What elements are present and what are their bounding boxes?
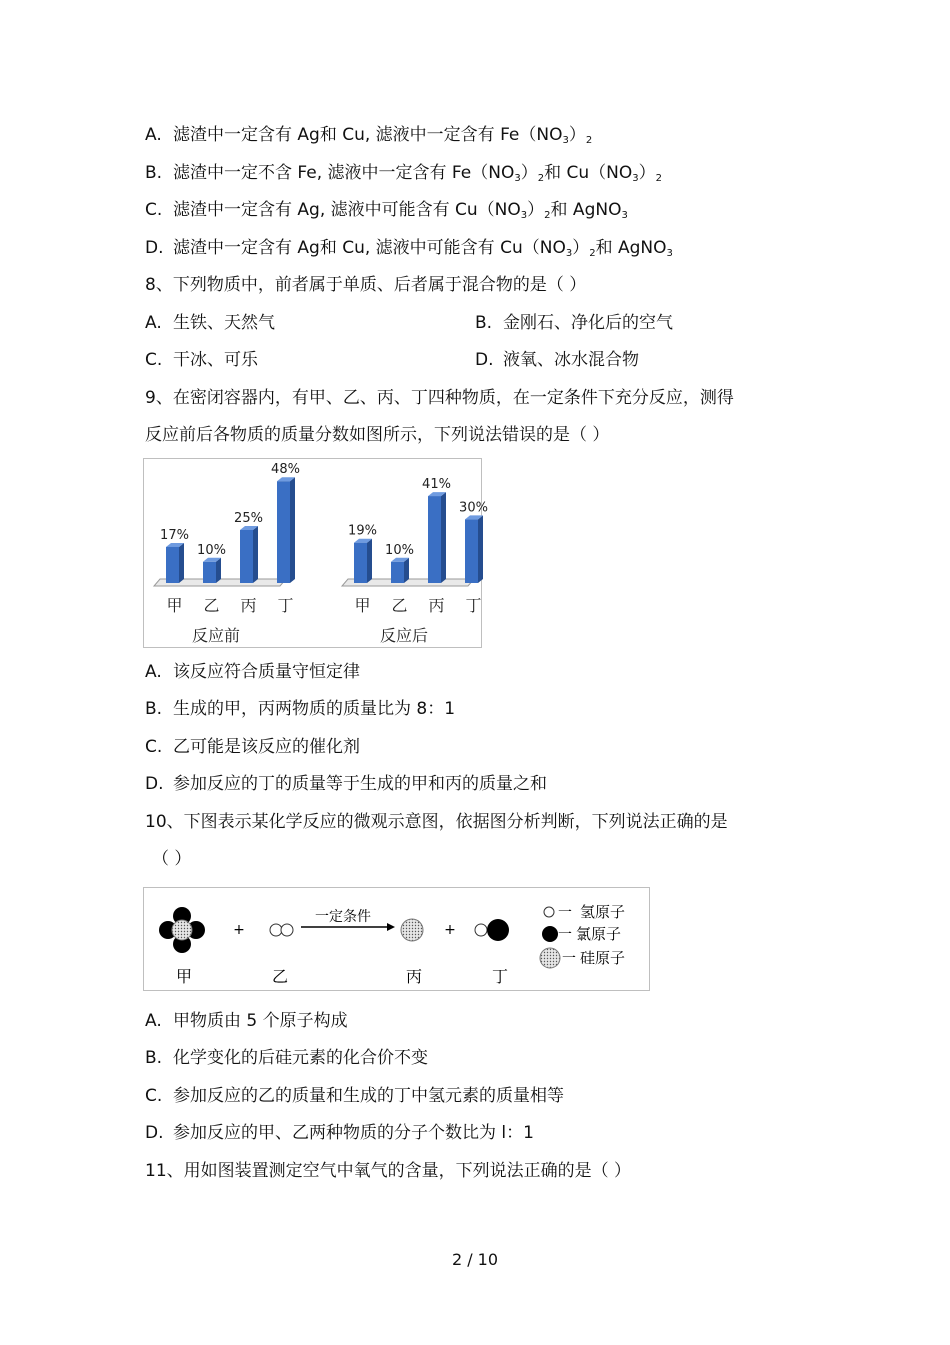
plus-sign: + [233,922,245,938]
option-letter: B. [475,313,493,333]
option-text: 金刚石、净化后的空气 [503,313,673,333]
q9-option-b [145,698,455,720]
bar-side [290,477,295,583]
q9-bar-chart-figure [143,458,488,648]
option-letter: A. [145,1011,162,1031]
subscript: 3 [621,210,628,221]
bar [203,562,216,583]
option-text-tail: 和 AgNO [595,238,667,258]
hydrogen-atom [281,924,293,936]
q10-option-d [145,1122,534,1144]
option-letter: B. [145,1048,163,1068]
option-text: 化学变化的后硅元素的化合价不变 [173,1048,428,1068]
bar [354,543,367,583]
q9-option-d [145,773,547,795]
bar [391,562,404,583]
category-label: 丁 [465,596,482,615]
subscript: 2 [537,173,545,184]
q11-stem: 11、用如图装置测定空气中氧气的含量，下列说法正确的是（ ） [145,1161,632,1181]
label-ding: 丁 [491,967,509,986]
option-letter: C. [145,1086,163,1106]
molecule-bing-silicon-atom [401,919,423,941]
option-text: 生成的甲，丙两物质的质量比为 8：1 [173,699,456,719]
option-letter: A. [145,662,162,682]
option-text: 乙可能是该反应的催化剂 [173,737,360,757]
bar [465,519,478,583]
bar-side [441,492,446,583]
option-text: 参加反应的乙的质量和生成的丁中氢元素的质量相等 [173,1086,564,1106]
bar-value-label: 25% [234,511,263,526]
subscript: 2 [585,135,593,146]
option-text: 滤渣中一定不含 Fe, 滤液中一定含有 Fe（NO [173,163,515,183]
bar [428,496,441,583]
subscript: 3 [562,135,569,146]
label-bing: 丙 [405,967,423,986]
option-text: 甲物质由 5 个原子构成 [173,1011,348,1031]
legend-dash: 一 [558,905,572,921]
bar-value-label: 19% [348,523,377,539]
option-text-tail: ） [572,238,590,258]
bar-side [179,543,184,583]
subscript: 2 [655,173,662,184]
option-text: 滤渣中一定含有 Ag和 Cu, 滤液中可能含有 Cu（NO [173,238,566,258]
subscript: 3 [514,173,521,184]
option-text-tail: 和 AgNO [550,200,622,220]
legend [540,903,625,968]
q7-option-d [145,237,673,265]
category-label: 乙 [203,596,220,615]
q10-stem-line1: 10、下图表示某化学反应的微观示意图，依据图分析判断，下列说法正确的是 [145,812,728,832]
molecule-ding [475,919,509,941]
silicon-atom [172,920,192,940]
option-letter: D. [145,774,164,794]
plus-sign: + [444,922,456,938]
option-letter: B. [145,163,163,183]
legend-hydrogen-icon [544,907,554,917]
q7-option-b [145,162,662,190]
q10-option-c [145,1085,564,1107]
label-yi: 乙 [271,967,289,986]
option-text: 滤渣中一定含有 Ag, 滤液中可能含有 Cu（NO [173,200,521,220]
category-label: 丁 [277,596,294,615]
bar [277,481,290,583]
legend-dash: 一 [558,927,572,943]
category-label: 乙 [391,596,408,615]
q7-option-a [145,124,592,152]
subscript: 3 [666,248,673,259]
chart-title: 反应后 [379,626,429,645]
category-label: 丙 [428,596,445,615]
hydrogen-atom [270,924,282,936]
q8-stem: 8、下列物质中，前者属于单质、后者属于混合物的是（ ） [145,275,587,295]
page-number: 2 / 10 [451,1250,499,1269]
option-letter: C. [145,200,163,220]
chart-title: 反应前 [191,626,241,645]
category-label: 丙 [240,596,257,615]
category-label: 甲 [166,596,183,615]
subscript: 3 [520,210,528,221]
molecule-yi [270,924,293,936]
bar-value-label: 10% [385,542,414,558]
option-text: 干冰、可乐 [173,350,258,370]
option-text: 滤渣中一定含有 Ag和 Cu, 滤液中一定含有 Fe（NO [173,125,563,145]
q10-option-b [145,1047,428,1069]
option-letter: A. [145,125,162,145]
subscript: 2 [589,248,596,259]
option-text-tail: 和 Cu（NO [544,163,633,183]
q8-option-d [475,349,639,371]
option-letter: A. [145,313,162,333]
q8-option-c [145,349,258,371]
subscript: 2 [544,210,551,221]
bar [240,530,253,583]
q9-stem-line2: 反应前后各物质的质量分数如图所示，下列说法错误的是（ ） [145,425,610,445]
chlorine-atom [487,919,509,941]
bar-value-label: 41% [422,477,451,493]
bar-side [253,526,258,583]
option-text: 生铁、天然气 [173,313,275,333]
option-letter: D. [475,350,494,370]
legend-dash: 一 [562,951,576,967]
q10-option-a [145,1010,348,1032]
q9-bar-charts [144,459,488,647]
option-letter: C. [145,350,163,370]
option-text: 参加反应的甲、乙两种物质的分子个数比为 l：1 [173,1123,534,1143]
bar-value-label: 48% [271,462,300,478]
option-text: 参加反应的丁的质量等于生成的甲和丙的质量之和 [173,774,547,794]
q8-option-b [475,312,673,334]
bar-value-label: 17% [160,527,189,543]
bar-side [478,515,483,583]
q8-option-a [145,312,275,334]
legend-chlorine-label: 氯原子 [576,925,622,943]
option-text-tail: ） [568,125,586,145]
bar-side [367,539,372,583]
q9-option-a [145,661,360,683]
q9-option-c [145,736,360,758]
legend-chlorine-icon [542,926,558,942]
bar-side [216,558,221,583]
q10-micro-diagram [143,887,650,991]
label-jia: 甲 [175,967,193,986]
option-letter: C. [145,737,163,757]
option-letter: B. [145,699,163,719]
option-text: 液氧、冰水混合物 [503,350,639,370]
option-text-tail: ） [527,200,545,220]
q10-stem-line2: （ ） [152,849,192,869]
arrow-condition-label: 一定条件 [315,909,371,925]
bar [166,547,179,583]
hydrogen-atom [475,924,487,936]
option-letter: D. [145,1123,164,1143]
q7-option-c [145,199,628,227]
legend-silicon-label: 硅原子 [580,949,626,967]
option-text-tail: ） [520,163,538,183]
subscript: 3 [632,173,639,184]
bar-side [404,558,409,583]
category-label: 甲 [354,596,371,615]
option-text-tail: ） [638,163,656,183]
legend-hydrogen-label: 氢原子 [580,903,626,921]
reaction-diagram-svg [144,888,649,990]
legend-silicon-icon [540,948,560,968]
subscript: 3 [565,248,573,259]
bar-value-label: 30% [459,500,488,516]
option-text: 该反应符合质量守恒定律 [173,662,360,682]
q9-stem-line1: 9、在密闭容器内，有甲、乙、丙、丁四种物质，在一定条件下充分反应，测得 [145,388,734,408]
bar-value-label: 10% [197,542,226,558]
molecule-jia [159,907,205,953]
option-letter: D. [145,238,164,258]
